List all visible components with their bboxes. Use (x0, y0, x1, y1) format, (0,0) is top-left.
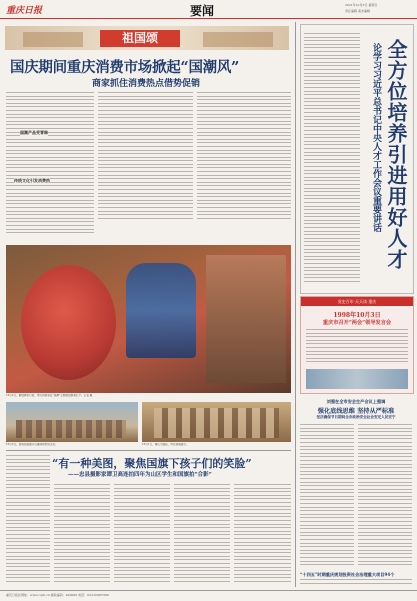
main-photo-caption: 10月2日，解放碑步行街，市民和游客在“国潮”主题展馆参观打卡。记者 摄 (6, 394, 93, 397)
right-lower-body-2 (358, 424, 412, 570)
right-bottom-title: “十四五”时期重庆规划投资社会治理重大项目94个 (300, 572, 395, 577)
banner (5, 26, 289, 50)
bottom-photo-right (142, 402, 291, 442)
editor-line: 责任编辑 美术编辑 (345, 9, 370, 13)
photo-people (154, 408, 279, 438)
history-box-title: 重庆市召开“两会”领导发言会 (322, 320, 392, 326)
right-lower-title-1: 强化底线思维 坚持从严标准 (317, 408, 395, 415)
right-lower-title-2: 坚决确保节日期间全市政治安全社会安定人民安宁 (316, 415, 396, 419)
photo-stage-figure (126, 263, 196, 358)
sub-head-1: 国潮产品受青睐 (20, 130, 48, 135)
masthead (0, 0, 417, 19)
banner-cityscape-art (203, 32, 273, 47)
newspaper-logo: 重庆日报 (6, 6, 43, 16)
banner-red-block (100, 30, 180, 47)
lower-story-col-5 (234, 484, 291, 585)
lower-story-subtitle: ——忠县摄影家谭卫高连拍四年为山区学生和国旗拍“合影” (68, 472, 212, 478)
section-divider (6, 450, 291, 451)
headline-title: 国庆期间重庆消费市场掀起“国潮风” (10, 59, 240, 76)
lower-story-col-1 (6, 455, 50, 585)
lead-story-col-2 (98, 92, 193, 230)
footer-text: 重庆日报社网址：www.cqrb.cn 邮政编码：400000 电话：023-63907000 (6, 593, 110, 597)
right-lower-kicker: 刘强在全市安全生产会议上强调 (326, 399, 386, 404)
history-box-body (306, 329, 408, 367)
lower-story-col-4 (174, 484, 230, 585)
date-line: 2021年10月3日 星期日 (345, 3, 378, 7)
headline-subtitle: 商家抓住消费热点借势促销 (92, 79, 201, 89)
lower-story-col-3 (114, 484, 170, 585)
lead-story-col-3 (197, 92, 291, 230)
lead-story-col-1 (6, 92, 94, 244)
history-box-date: 1998年10月3日 (333, 312, 381, 319)
history-box-header: 党史百年·天天读·重庆 (301, 297, 413, 306)
column-divider (295, 22, 296, 587)
bottom-photo-left (6, 402, 138, 442)
photo-round-display (21, 265, 116, 380)
section-title: 要闻 (190, 4, 215, 18)
right-bottom-body (300, 579, 412, 587)
photo-right-panel (206, 255, 286, 383)
footer (0, 590, 417, 601)
main-photo (6, 245, 291, 393)
bottom-caption-left: 10月2日，游客在磁器口古镇体验传统文化。 (6, 443, 58, 446)
banner-title: 祖国颂 (121, 31, 158, 45)
commentary-body (304, 33, 360, 288)
commentary-subtitle: 论学习习近平总书记中央人才工作会议重要讲话 (371, 43, 381, 232)
history-box-photo (306, 369, 408, 389)
bottom-caption-right: 10月1日，重庆大剧院，市民观看演出。 (142, 443, 189, 446)
sub-head-2: 传统文化引发消费热 (14, 178, 50, 183)
right-lower-body-1 (300, 424, 354, 570)
lower-story-title: “有一种美图，聚焦国旗下孩子们的笑脸” (52, 457, 252, 470)
commentary-title: 全方位培养引进用好人才 (384, 39, 408, 270)
commentary-box (300, 24, 414, 294)
lower-story-col-2 (54, 484, 110, 585)
banner-tiananmen-art (23, 32, 83, 47)
history-box (300, 296, 414, 394)
photo-crowd (16, 420, 126, 438)
